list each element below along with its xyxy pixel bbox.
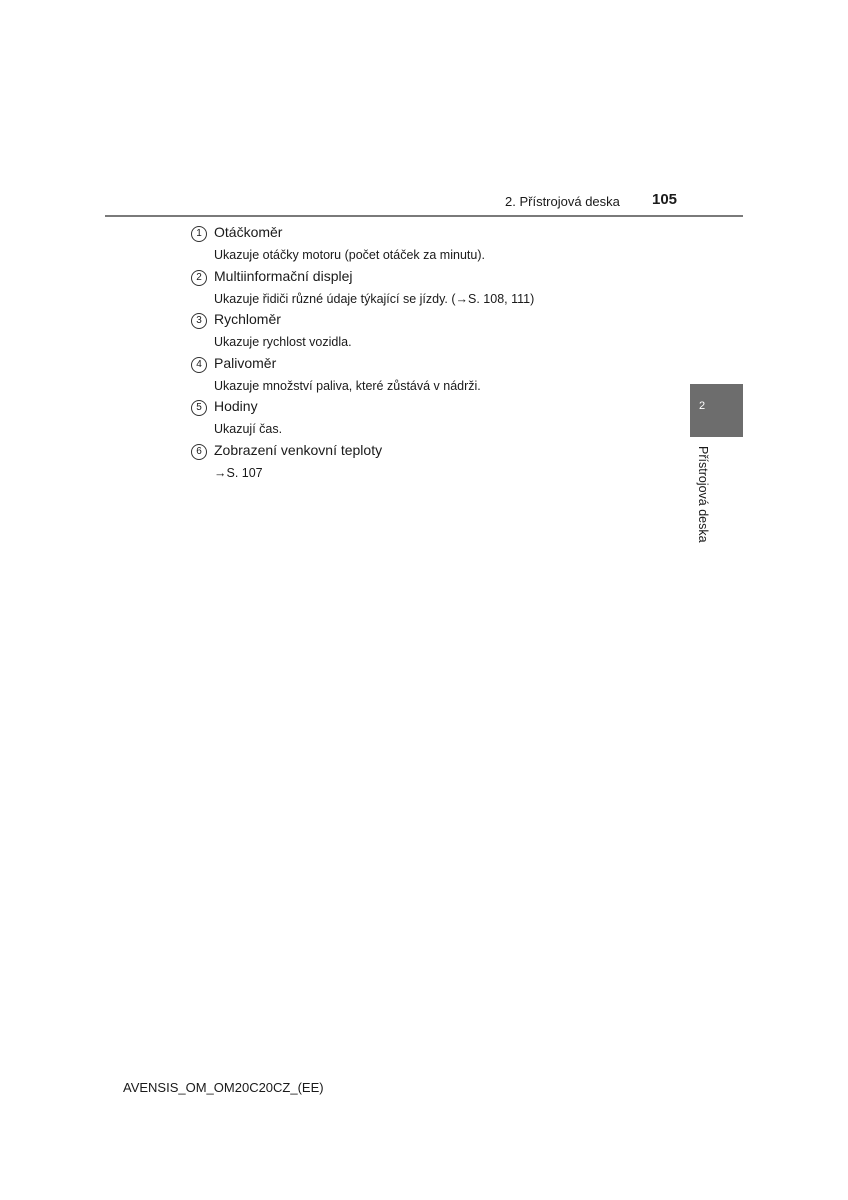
item-title: Palivoměr (214, 354, 277, 371)
page-number: 105 (652, 191, 678, 208)
item-number-badge: 1 (191, 226, 207, 242)
item-title: Otáčkoměr (214, 224, 283, 240)
chapter-tab (690, 384, 743, 437)
item-title: Zobrazení venkovní teploty (214, 441, 383, 458)
chapter-tab-label: Přístrojová deska (696, 446, 710, 543)
item-title: Multiinformační displej (214, 267, 353, 284)
item-number-badge: 5 (191, 400, 207, 416)
item-title: Hodiny (214, 398, 258, 415)
list-item-fuel-gauge (191, 354, 661, 398)
item-description: Ukazuje množství paliva, které zůstává v nádrži. (214, 378, 481, 393)
item-number-badge: 3 (191, 313, 207, 329)
gauge-description-list (191, 223, 661, 485)
list-item-speedometer (191, 310, 661, 354)
item-description: Ukazuje otáčky motoru (počet otáček za minutu). (214, 248, 485, 262)
item-description: Ukazují čas. (214, 422, 283, 437)
list-item-multi-information-display (191, 267, 661, 311)
item-number-badge: 2 (191, 270, 207, 286)
list-item-outside-temperature (191, 441, 661, 485)
item-number-badge: 6 (191, 444, 207, 460)
item-description: Ukazuje řidiči různé údaje týkající se jízdy. (→S. 108, 111) (214, 291, 535, 306)
item-title: Rychloměr (214, 311, 281, 328)
header-divider (105, 215, 743, 217)
header-section-title: 2. Přístrojová deska (505, 194, 620, 209)
list-item-clock (191, 397, 661, 441)
chapter-tab-number: 2 (699, 400, 706, 412)
list-item-tachometer (191, 223, 661, 267)
document-code: AVENSIS_OM_OM20C20CZ_(EE) (123, 1080, 324, 1095)
item-number-badge: 4 (191, 357, 207, 373)
item-description: →S. 107 (214, 465, 263, 480)
item-description: Ukazuje rychlost vozidla. (214, 335, 352, 350)
